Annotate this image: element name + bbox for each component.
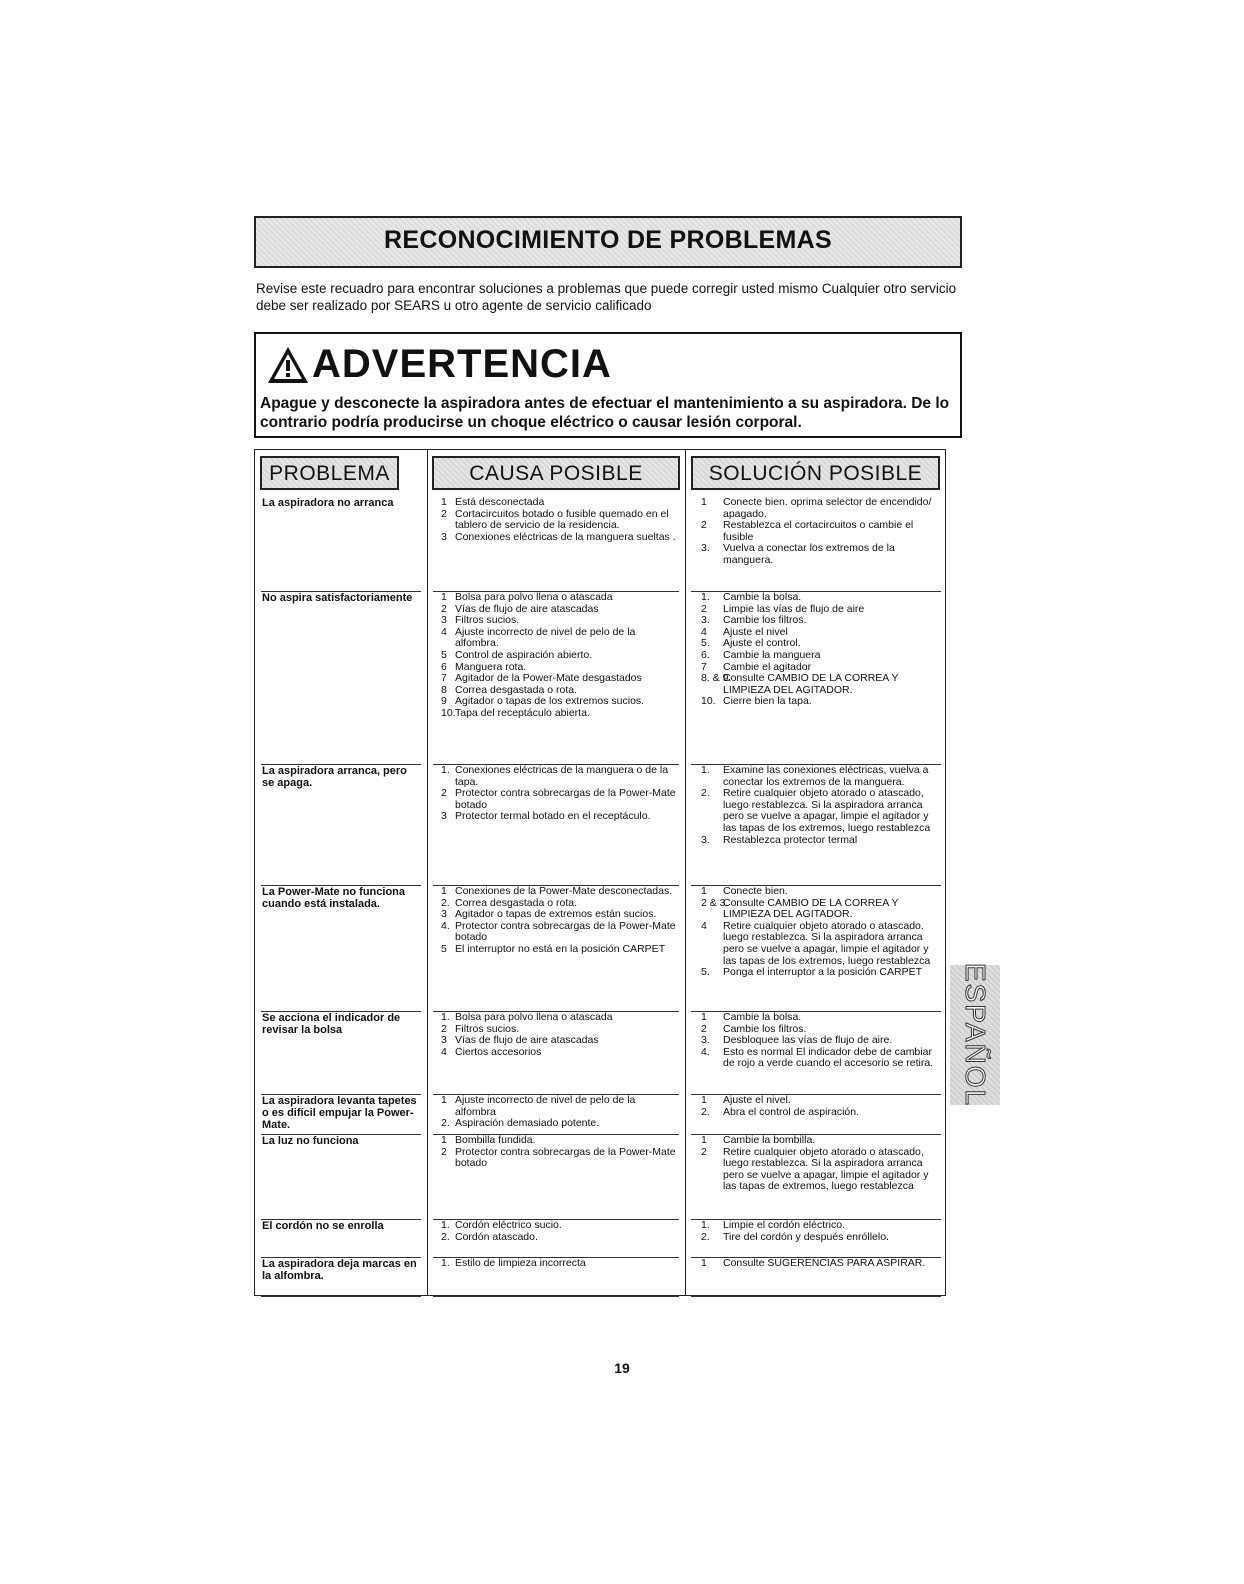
- cause-item: [441, 1047, 679, 1059]
- item-text: Cierre bien la tapa.: [723, 695, 812, 708]
- solution-item: [701, 696, 939, 708]
- item-text: Cambie el agitador: [723, 660, 812, 673]
- item-text: Restablezca el cortacircuitos o cambie el fusible: [723, 519, 914, 543]
- item-number: 5: [441, 942, 447, 955]
- cause-cell: [441, 592, 679, 720]
- item-text: Está desconectada: [455, 496, 545, 508]
- item-number: 4: [701, 919, 707, 932]
- cause-item: [441, 1232, 679, 1244]
- solution-cell: [701, 1220, 939, 1243]
- problem-cell: La aspiradora levanta tapetes o es difícil empujar la Power-Mate.: [262, 1095, 417, 1131]
- item-number: 2: [441, 787, 447, 800]
- item-number: 1: [701, 1257, 707, 1269]
- item-text: Consulte CAMBIO DE LA CORREA Y LIMPIEZA DEL AGITADOR.: [723, 896, 899, 921]
- language-side-tab: [950, 962, 1000, 1108]
- item-number: 8: [441, 683, 447, 696]
- solution-item: [701, 1107, 939, 1119]
- item-number: 2: [701, 519, 707, 532]
- item-number: 3: [441, 908, 447, 921]
- column-header-problem: PROBLEMA: [260, 456, 399, 490]
- item-number: 7: [701, 660, 707, 673]
- item-text: Ajuste el nivel.: [723, 1094, 791, 1106]
- item-number: 2.: [441, 1230, 450, 1243]
- warning-title: ADVERTENCIA: [312, 342, 612, 386]
- item-text: Conexiones eléctricas de la manguera sueltas .: [455, 530, 676, 543]
- item-number: 1: [701, 496, 707, 508]
- item-text: Correa desgastada o rota.: [455, 896, 577, 909]
- item-number: 3.: [701, 833, 710, 846]
- row-divider: [433, 1296, 679, 1297]
- item-number: 2.: [701, 1230, 710, 1243]
- cause-item: [441, 765, 679, 788]
- solution-item: [701, 835, 939, 847]
- cause-cell: [441, 1220, 679, 1243]
- item-text: Consulte CAMBIO DE LA CORREA Y LIMPIEZA DEL AGITADOR.: [723, 672, 899, 696]
- item-number: 1: [701, 885, 707, 897]
- cause-item: [441, 509, 679, 532]
- item-text: Cambie la bolsa.: [723, 591, 802, 603]
- problem-cell: La aspiradora arranca, pero se apaga.: [262, 765, 407, 789]
- cause-cell: [441, 497, 679, 543]
- item-text: Tire del cordón y después enróllelo.: [723, 1230, 889, 1243]
- item-text: Conexiones eléctricas de la manguera o de la tapa.: [455, 764, 669, 788]
- solution-cell: [701, 886, 939, 979]
- solution-item: [701, 543, 939, 566]
- column-divider: [685, 450, 686, 1295]
- item-text: Estilo de limpieza incorrecta: [455, 1257, 586, 1269]
- item-number: 2: [441, 602, 447, 615]
- solution-item: [701, 520, 939, 543]
- problem-cell: La luz no funciona: [262, 1135, 359, 1147]
- item-text: El interruptor no está en la posición CARPET: [455, 942, 666, 955]
- item-text: Bombilla fundida.: [455, 1134, 536, 1146]
- item-text: Cambie los filtros.: [723, 1022, 807, 1035]
- item-number: 4.: [441, 919, 450, 932]
- item-text: Control de aspiración abierto.: [455, 648, 593, 661]
- item-text: Protector contra sobrecargas de la Power-Mate botado: [455, 919, 676, 944]
- cause-cell: [441, 1012, 679, 1058]
- item-text: Vías de flujo de aire atascadas: [455, 1034, 599, 1047]
- row-divider: [261, 1296, 421, 1297]
- item-number: 2.: [441, 1117, 450, 1130]
- item-number: 5: [441, 648, 447, 661]
- item-text: Tapa del receptáculo abierta.: [455, 706, 590, 719]
- item-text: Agitador de la Power-Mate desgastados: [455, 672, 642, 685]
- item-number: 1: [441, 1134, 447, 1146]
- item-number: 1.: [441, 1257, 450, 1269]
- item-text: Ponga el interruptor a la posición CARPET: [723, 966, 923, 979]
- item-text: Cambie la bolsa.: [723, 1011, 802, 1023]
- item-text: Abra el control de aspiración.: [723, 1105, 859, 1118]
- item-text: Limpie las vías de flujo de aire: [723, 602, 865, 615]
- item-text: Cambie los filtros.: [723, 614, 807, 627]
- cause-item: [441, 708, 679, 720]
- cause-cell: [441, 765, 679, 823]
- troubleshooting-table: [254, 449, 946, 1296]
- item-number: 1: [441, 1094, 447, 1106]
- item-number: 5.: [701, 966, 710, 979]
- problem-cell: La Power-Mate no funciona cuando está instalada.: [262, 886, 406, 910]
- solution-item: [701, 673, 939, 696]
- column-header-cause: CAUSA POSIBLE: [432, 456, 680, 490]
- column-header-solution: SOLUCIÓN POSIBLE: [691, 456, 940, 490]
- item-number: 1.: [441, 764, 450, 776]
- problem-cell: Se acciona el indicador de revisar la bolsa: [262, 1012, 401, 1036]
- item-text: Aspiración demasiado potente.: [455, 1117, 600, 1130]
- page-number: 19: [614, 1360, 630, 1376]
- item-number: 4: [701, 625, 707, 638]
- side-tab-label: ESPAÑOL: [960, 962, 991, 1108]
- item-text: Conexiones de la Power-Mate desconectadas.: [455, 885, 673, 897]
- item-text: Ciertos accesorios: [455, 1045, 542, 1058]
- item-number: 3.: [701, 1034, 710, 1047]
- solution-cell: [701, 765, 939, 846]
- cause-item: [441, 1118, 679, 1130]
- item-number: 6: [441, 660, 447, 673]
- cause-cell: [441, 1095, 679, 1130]
- item-text: Vuelva a conectar los extremos de la manguera.: [723, 542, 895, 566]
- item-text: Conecte bien. oprima selector de encendido/ apagado.: [723, 496, 932, 520]
- item-text: Cambie la bombilla.: [723, 1134, 816, 1146]
- item-text: Protector contra sobrecargas de la Power-Mate botado: [455, 1145, 676, 1170]
- item-number: 1.: [701, 591, 710, 603]
- cause-item: [441, 921, 679, 944]
- item-number: 2: [701, 1145, 707, 1158]
- item-number: 2: [701, 1022, 707, 1035]
- solution-cell: [701, 1258, 939, 1270]
- item-number: 1: [441, 885, 447, 897]
- item-number: 2.: [701, 787, 710, 800]
- item-text: Agitador o tapas de los extremos sucios.: [455, 695, 645, 708]
- item-text: Vías de flujo de aire atascadas: [455, 602, 599, 615]
- solution-cell: [701, 1135, 939, 1193]
- warning-triangle-icon: [266, 345, 310, 385]
- item-text: Consulte SUGERENCIAS PARA ASPIRAR.: [723, 1257, 926, 1269]
- cause-item: [441, 944, 679, 956]
- item-text: Bolsa para polvo llena o atascada: [455, 1011, 613, 1023]
- cause-cell: [441, 886, 679, 956]
- item-text: Limpie el cordón eléctrico.: [723, 1219, 845, 1231]
- item-number: 2.: [701, 1105, 710, 1118]
- column-divider: [427, 450, 428, 1295]
- solution-item: [701, 921, 939, 967]
- item-number: 1: [701, 1011, 707, 1023]
- cause-item: [441, 627, 679, 650]
- cause-cell: [441, 1258, 679, 1270]
- solution-item: [701, 967, 939, 979]
- item-number: 3: [441, 614, 447, 627]
- item-text: Filtros sucios.: [455, 1022, 520, 1035]
- item-text: Cortacircuitos botado o fusible quemado en el tablero de servicio de la residencia.: [455, 507, 669, 532]
- solution-item: [701, 1047, 939, 1070]
- item-number: 10.: [441, 706, 456, 719]
- solution-item: [701, 1147, 939, 1193]
- item-number: 4: [441, 625, 447, 638]
- item-number: 1.: [701, 764, 710, 776]
- solution-cell: [701, 1012, 939, 1070]
- item-number: 2: [441, 1145, 447, 1158]
- item-number: 8. & 9.: [701, 672, 732, 685]
- page-title: RECONOCIMIENTO DE PROBLEMAS: [384, 226, 832, 254]
- item-number: 2 & 3.: [701, 896, 729, 909]
- cause-item: [441, 1147, 679, 1170]
- cause-item: [441, 1258, 679, 1270]
- warning-heading: [266, 342, 612, 387]
- problem-cell: La aspiradora deja marcas en la alfombra.: [262, 1258, 417, 1282]
- solution-item: [701, 1232, 939, 1244]
- item-number: 4: [441, 1045, 447, 1058]
- item-number: 1: [441, 496, 447, 508]
- item-number: 1: [441, 591, 447, 603]
- item-text: Agitador o tapas de extremos están sucios.: [455, 908, 657, 921]
- item-number: 3: [441, 810, 447, 823]
- solution-cell: [701, 1095, 939, 1118]
- item-text: Ajuste el control.: [723, 637, 801, 650]
- item-text: Protector termal botado en el receptáculo.: [455, 810, 651, 823]
- cause-cell: [441, 1135, 679, 1170]
- item-text: Ajuste el nivel: [723, 625, 788, 638]
- item-text: Bolsa para polvo llena o atascada: [455, 591, 613, 603]
- problem-cell: El cordón no se enrolla: [262, 1220, 384, 1232]
- solution-item: [701, 788, 939, 834]
- warning-box: [254, 332, 962, 438]
- item-number: 4.: [701, 1045, 710, 1058]
- item-number: 1.: [701, 1219, 710, 1231]
- item-text: Manguera rota.: [455, 660, 527, 673]
- item-text: Correa desgastada o rota.: [455, 683, 577, 696]
- item-text: Retire cualquier objeto atorado o atascado, luego restablezca. Si la aspiradora arranca pero se vuelve a apagar, limpie el agitador y las tapas de extremos, luego restablezca: [723, 1145, 929, 1193]
- item-number: 1.: [441, 1011, 450, 1023]
- item-number: 2: [701, 602, 707, 615]
- item-text: Esto es normal El indicador debe de cambiar de rojo a verde cuando el accesorio se retira.: [723, 1045, 934, 1070]
- item-text: Desbloquee las vías de flujo de aire.: [723, 1034, 893, 1047]
- item-number: 7: [441, 672, 447, 685]
- item-number: 10.: [701, 695, 716, 708]
- solution-item: [701, 898, 939, 921]
- item-number: 3: [441, 530, 447, 543]
- item-number: 1.: [441, 1219, 450, 1231]
- section-title-banner: [254, 216, 962, 268]
- item-text: Conecte bien.: [723, 885, 788, 897]
- intro-text: Revise este recuadro para encontrar soluciones a problemas que puede corregir usted mismo Cualquier otro servicio debe ser realizado por SEARS u otro agente de servicio calificado: [256, 281, 957, 313]
- item-number: 2: [441, 1022, 447, 1035]
- item-text: Cordón atascado.: [455, 1230, 538, 1243]
- item-text: Protector contra sobrecargas de la Power-Mate botado: [455, 787, 676, 811]
- cause-item: [441, 811, 679, 823]
- item-text: Cambie la manguera: [723, 648, 821, 661]
- item-text: Examine las conexiones eléctricas, vuelva a conectar los extremos de la manguera.: [723, 764, 929, 788]
- problem-cell: La aspiradora no arranca: [262, 497, 394, 509]
- item-text: Retire cualquier objeto atorado o atascado, luego restablezca. Si la aspiradora arranca pero se vuelve a apagar, limpie el agitador y las tapas de los extremos, luego restablezca: [723, 787, 931, 834]
- item-number: 1: [701, 1094, 707, 1106]
- cause-item: [441, 788, 679, 811]
- warning-text: Apague y desconecte la aspiradora antes de efectuar el mantenimiento a su aspiradora. De lo contrario podría producirse un choque eléctrico o causar lesión corporal.: [260, 395, 950, 431]
- item-text: Cordón eléctrico sucio.: [455, 1219, 562, 1231]
- item-text: Restablezca protector termal: [723, 833, 858, 846]
- item-text: Ajuste incorrecto de nivel de pelo de la alfombra.: [455, 625, 636, 650]
- problem-cell: No aspira satisfactoriamente: [262, 592, 413, 604]
- item-number: 3: [441, 1034, 447, 1047]
- solution-cell: [701, 592, 939, 708]
- item-number: 6.: [701, 648, 710, 661]
- item-number: 5.: [701, 637, 710, 650]
- cause-item: [441, 1095, 679, 1118]
- item-number: 9: [441, 695, 447, 708]
- solution-cell: [701, 497, 939, 567]
- item-text: Filtros sucios.: [455, 614, 520, 627]
- row-divider: [691, 1296, 941, 1297]
- solution-item: [701, 765, 939, 788]
- item-number: 1: [701, 1134, 707, 1146]
- solution-item: [701, 1258, 939, 1270]
- item-text: Retire cualquier objeto atorado o atascado. luego restablezca. Si la aspiradora arranca pero se vuelve a apagar, limpie el agitador y las tapas de los extremos, luego restablezca: [723, 919, 931, 967]
- item-text: Ajuste incorrecto de nivel de pelo de la alfombra: [455, 1094, 636, 1118]
- item-number: 3.: [701, 614, 710, 627]
- item-number: 3.: [701, 542, 710, 555]
- item-number: 2: [441, 507, 447, 520]
- solution-item: [701, 497, 939, 520]
- cause-item: [441, 532, 679, 544]
- item-number: 2.: [441, 896, 450, 909]
